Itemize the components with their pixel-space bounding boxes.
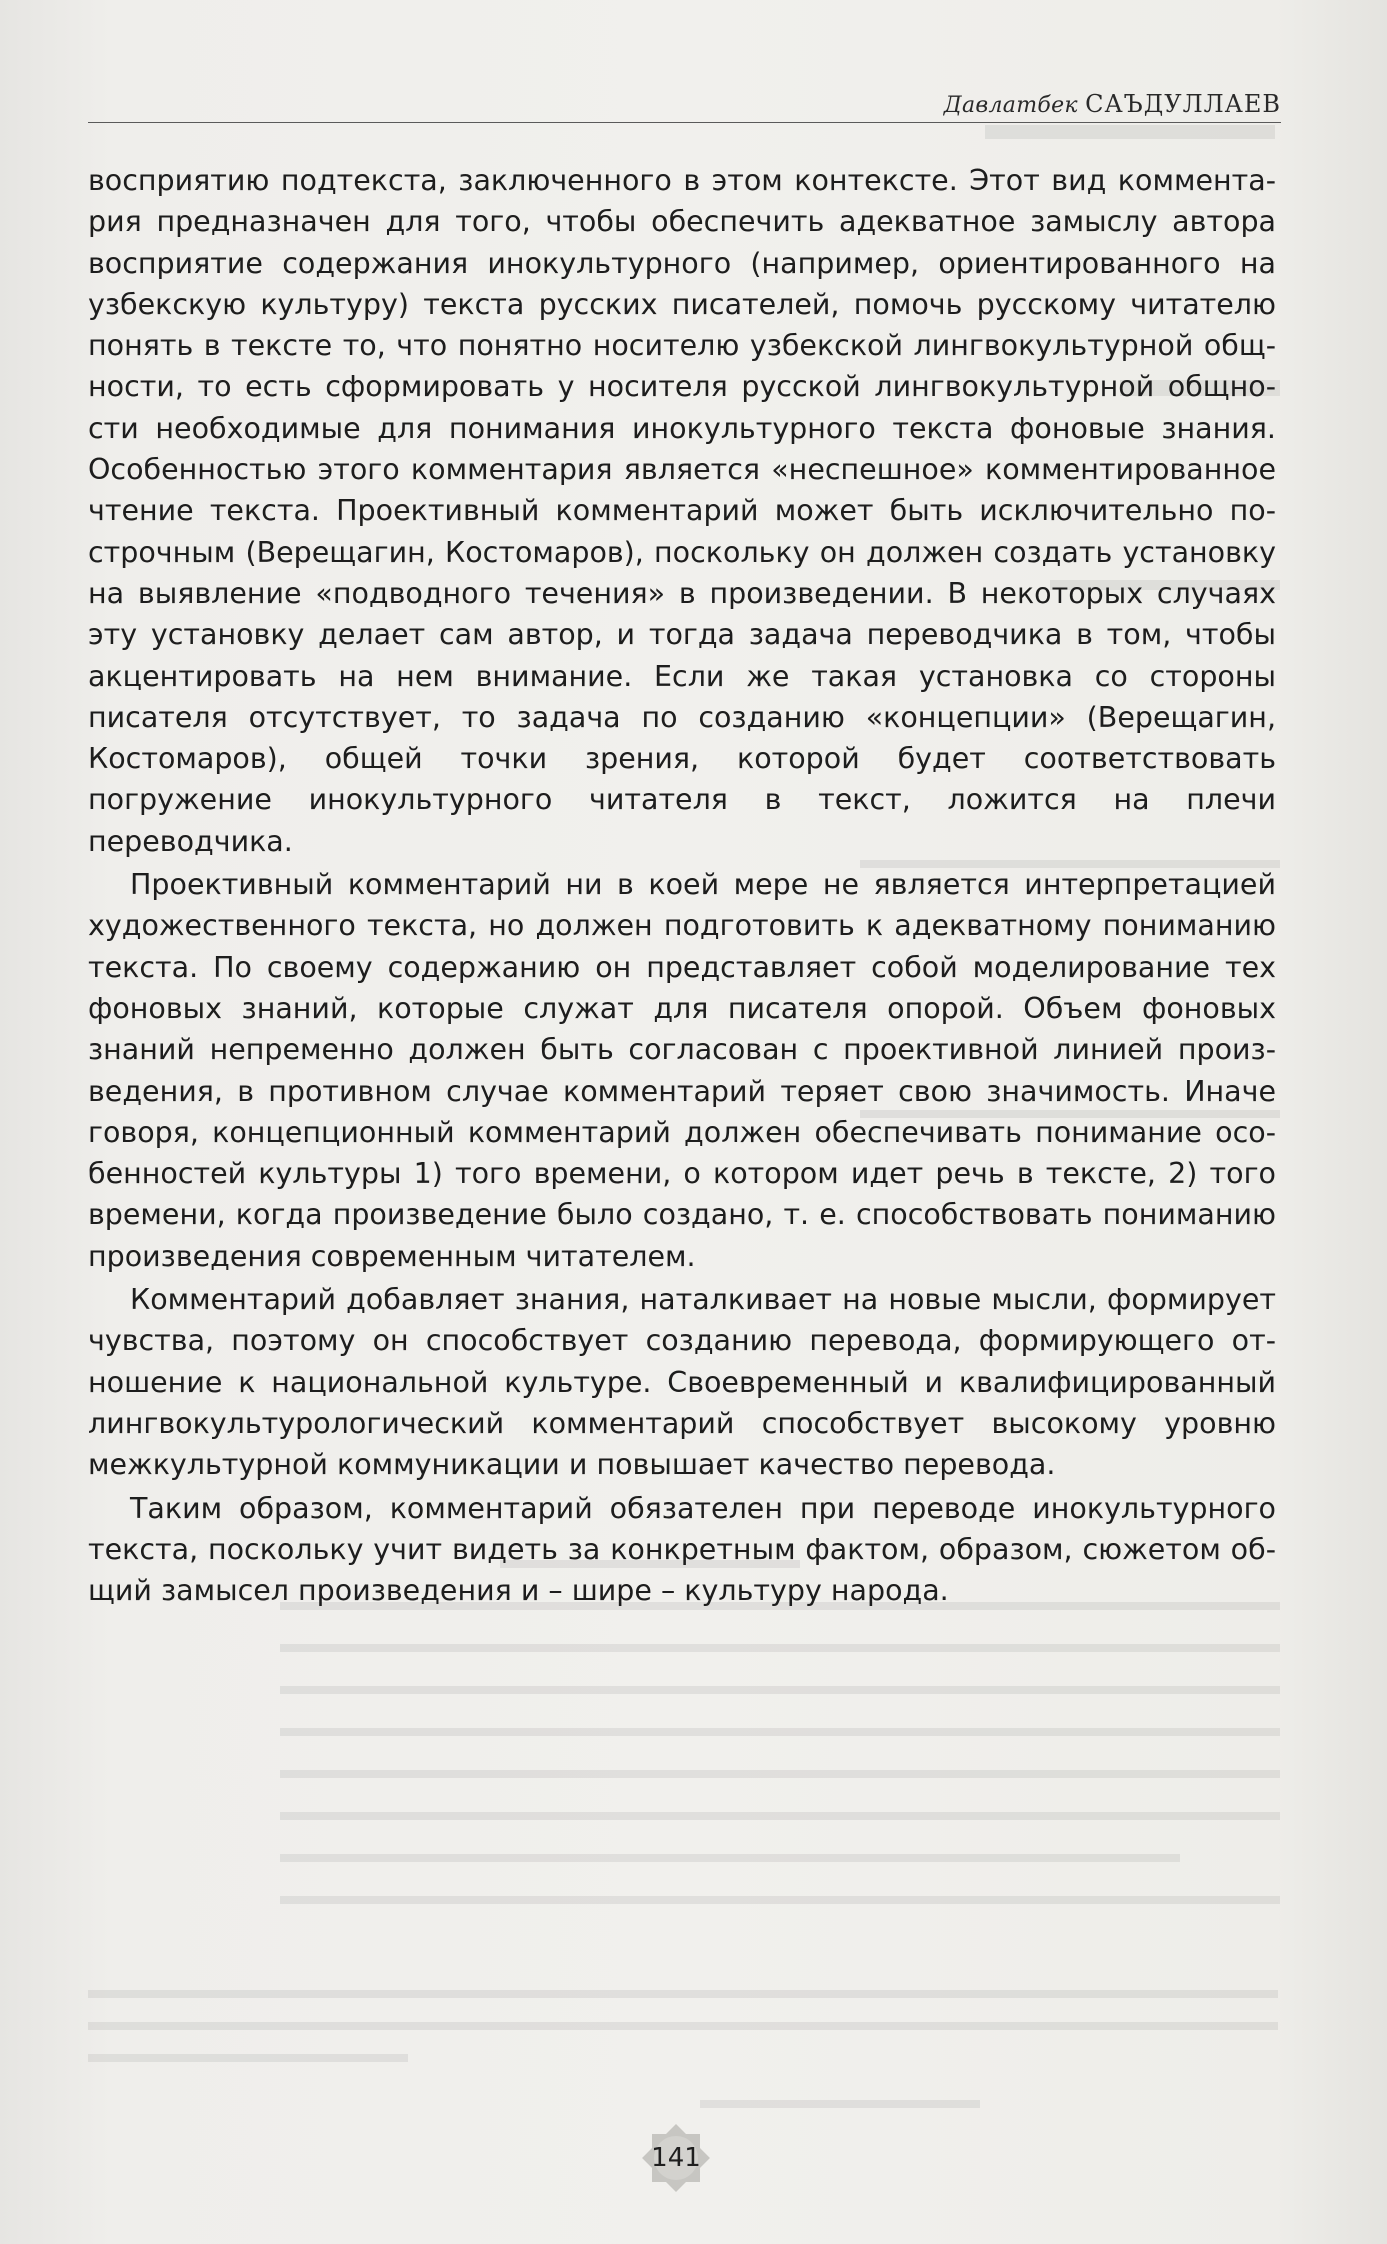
running-head-author [944, 90, 1281, 118]
paragraph: Проективный комментарий ни в коей мере не является интерпретацией художественного текста, но должен подготовить к адекватному пониманию текста. По своему содержанию он представляет собой моделирование тех фоновых знаний, которые служат для писателя опорой. Объем фоновых знаний непременно должен быть согласован с проективной линией произведения, в противном случае комментарий теряет свою значимость. Иначе говоря, концепционный комментарий должен обеспечивать понимание особенностей культуры 1) того времени, о котором идет речь в тексте, 2) того времени, когда произведение было создано, т. е. способствовать пониманию произведения современным читателем. [88, 868, 1276, 1273]
paragraph-continued: восприятию подтекста, заключенного в этом контексте. Этот вид комментария предназначен для того, чтобы обеспечить адекватное замыслу автора восприятие содержания инокультурного (например, ориентированного на узбекскую культуру) текста русских писателей, помочь русскому читателю понять в тексте то, что понятно носителю узбекской лингвокультурной общности, то есть сформировать у носителя русской лингвокультурной общности необходимые для понимания инокультурного текста фоновые знания. Особенностью этого комментария является «неспешное» комментированное чтение текста. Проективный комментарий может быть исключительно построчным (Верещагин, Костомаров), поскольку он должен создать установку на выявление «подводного течения» в произведении. В некоторых случаях эту установку делает сам автор, и тогда задача переводчика в том, чтобы акцентировать на нем внимание. Если же такая установка со стороны писателя отсутствует, то задача по созданию «концепции» (Верещагин, Костомаров), общей точки зрения, которой будет соответствовать погружение инокультурного читателя в текст, ложится на плечи переводчика. [88, 164, 1276, 858]
author-surname: САЪДУЛЛАЕВ [1085, 90, 1281, 118]
running-head [88, 88, 1281, 123]
author-first-name: Давлатбек [943, 93, 1086, 118]
paragraph: Комментарий добавляет знания, наталкивает на новые мысли, формирует чувства, поэтому он способствует созданию перевода, формирующего отношение к национальной культуре. Своевременный и квалифицированный лингвокультурологический комментарий способствует высокому уровню межкультурной коммуникации и повышает качество перевода. [88, 1283, 1276, 1482]
paragraph: Таким образом, комментарий обязателен при переводе инокультурного текста, поскольку учит видеть за конкретным фактом, образом, сюжетом общий замысел произведения и – шире – культуру народа. [88, 1491, 1276, 1608]
page-number-badge [636, 2118, 716, 2198]
body-text [88, 160, 1276, 1611]
page-number: 141 [651, 2143, 701, 2173]
